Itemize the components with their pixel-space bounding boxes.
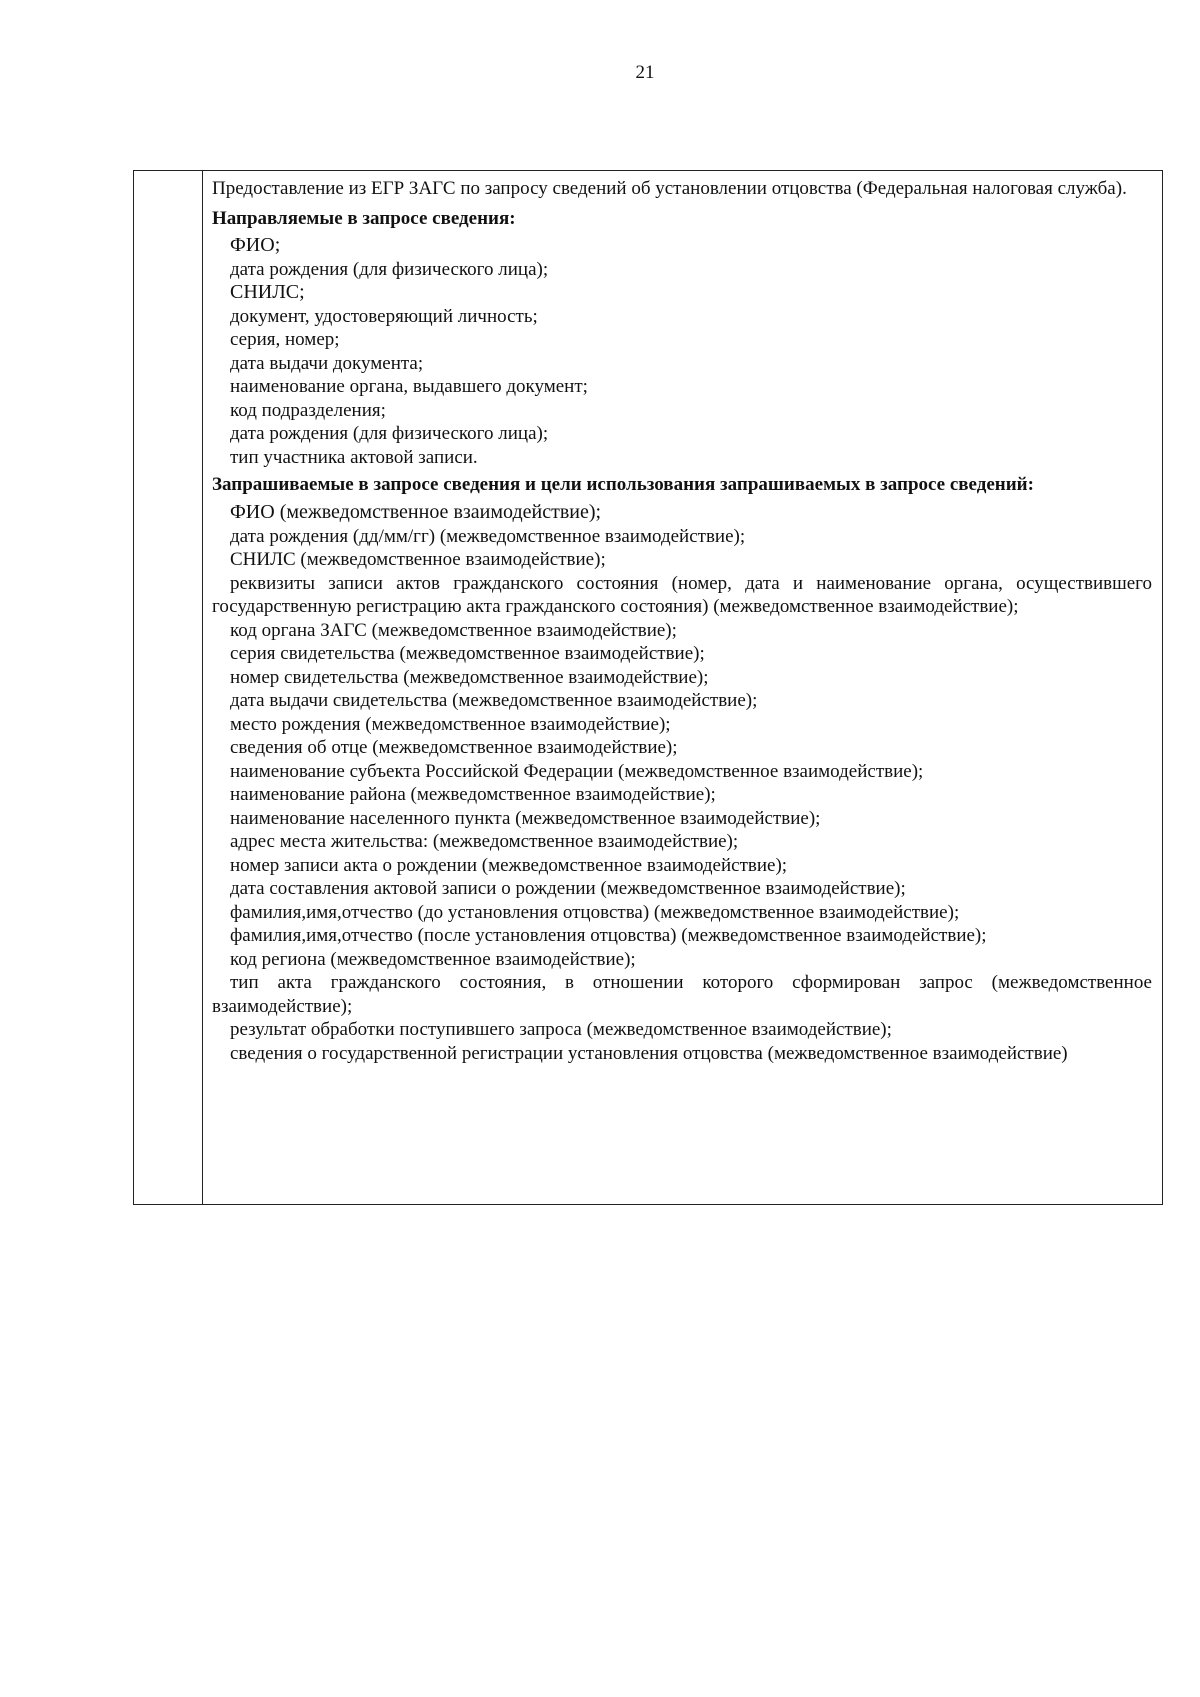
list-item: тип акта гражданского состояния, в отношении которого сформирован запрос (межведомственное взаимодействие); xyxy=(212,972,1152,1017)
list-item: дата рождения (для физического лица); xyxy=(230,258,549,280)
list-item: фамилия,имя,отчество (после установления отцовства) (межведомственное взаимодействие); xyxy=(230,925,987,946)
list-item: дата рождения (дд/мм/гг) (межведомственное взаимодействие); xyxy=(230,525,746,547)
page-number: 21 xyxy=(635,62,655,83)
list-item: результат обработки поступившего запроса (межведомственное взаимодействие); xyxy=(230,1019,892,1040)
list-item: наименование органа, выдавшего документ; xyxy=(230,376,588,397)
list-item: место рождения (межведомственное взаимодействие); xyxy=(230,713,671,735)
list-item: сведения о государственной регистрации установления отцовства (межведомственное взаимодействие) xyxy=(230,1042,1068,1064)
table-content-column xyxy=(203,171,1162,1204)
list-item: дата выдачи документа; xyxy=(230,352,424,374)
list-item: код региона (межведомственное взаимодействие); xyxy=(230,948,636,970)
requested-heading: Запрашиваемые в запросе сведения и цели использования запрашиваемых в запросе сведений: xyxy=(212,474,1034,495)
list-item: документ, удостоверяющий личность; xyxy=(230,305,538,327)
list-item: реквизиты записи актов гражданского состояния (номер, дата и наименование органа, осуществившего государственную регистрацию акта гражданского состояния) (межведомственное взаимодействие); xyxy=(212,572,1152,617)
table-left-column xyxy=(134,171,203,1204)
intro-paragraph: Предоставление из ЕГР ЗАГС по запросу сведений об установлении отцовства (Федеральная налоговая служба). xyxy=(212,178,1127,199)
list-item: СНИЛС; xyxy=(230,281,305,303)
list-item: серия, номер; xyxy=(230,329,340,350)
document-table xyxy=(133,170,1163,1205)
list-item: адрес места жительства: (межведомственное взаимодействие); xyxy=(230,831,739,852)
list-item: дата рождения (для физического лица); xyxy=(230,423,549,444)
sent-items-list xyxy=(212,234,1152,469)
sent-heading: Направляемые в запросе сведения: xyxy=(212,208,516,229)
list-item: номер записи акта о рождении (межведомственное взаимодействие); xyxy=(230,854,788,876)
list-item: тип участника актовой записи. xyxy=(230,446,478,468)
list-item: наименование населенного пункта (межведомственное взаимодействие); xyxy=(230,807,821,829)
list-item: номер свидетельства (межведомственное взаимодействие); xyxy=(230,666,709,688)
list-item: дата выдачи свидетельства (межведомственное взаимодействие); xyxy=(230,690,758,711)
list-item: дата составления актовой записи о рождении (межведомственное взаимодействие); xyxy=(230,878,906,899)
list-item: наименование субъекта Российской Федерации (межведомственное взаимодействие); xyxy=(230,760,924,782)
list-item: СНИЛС (межведомственное взаимодействие); xyxy=(230,549,606,570)
list-item: код подразделения; xyxy=(230,399,386,421)
requested-items-list xyxy=(212,501,1152,1065)
list-item: наименование района (межведомственное взаимодействие); xyxy=(230,784,716,805)
list-item: ФИО (межведомственное взаимодействие); xyxy=(230,501,602,523)
list-item: серия свидетельства (межведомственное взаимодействие); xyxy=(230,643,705,664)
list-item: ФИО; xyxy=(230,234,281,256)
list-item: сведения об отце (межведомственное взаимодействие); xyxy=(230,737,678,758)
list-item: фамилия,имя,отчество (до установления отцовства) (межведомственное взаимодействие); xyxy=(230,901,960,923)
list-item: код органа ЗАГС (межведомственное взаимодействие); xyxy=(230,619,677,641)
